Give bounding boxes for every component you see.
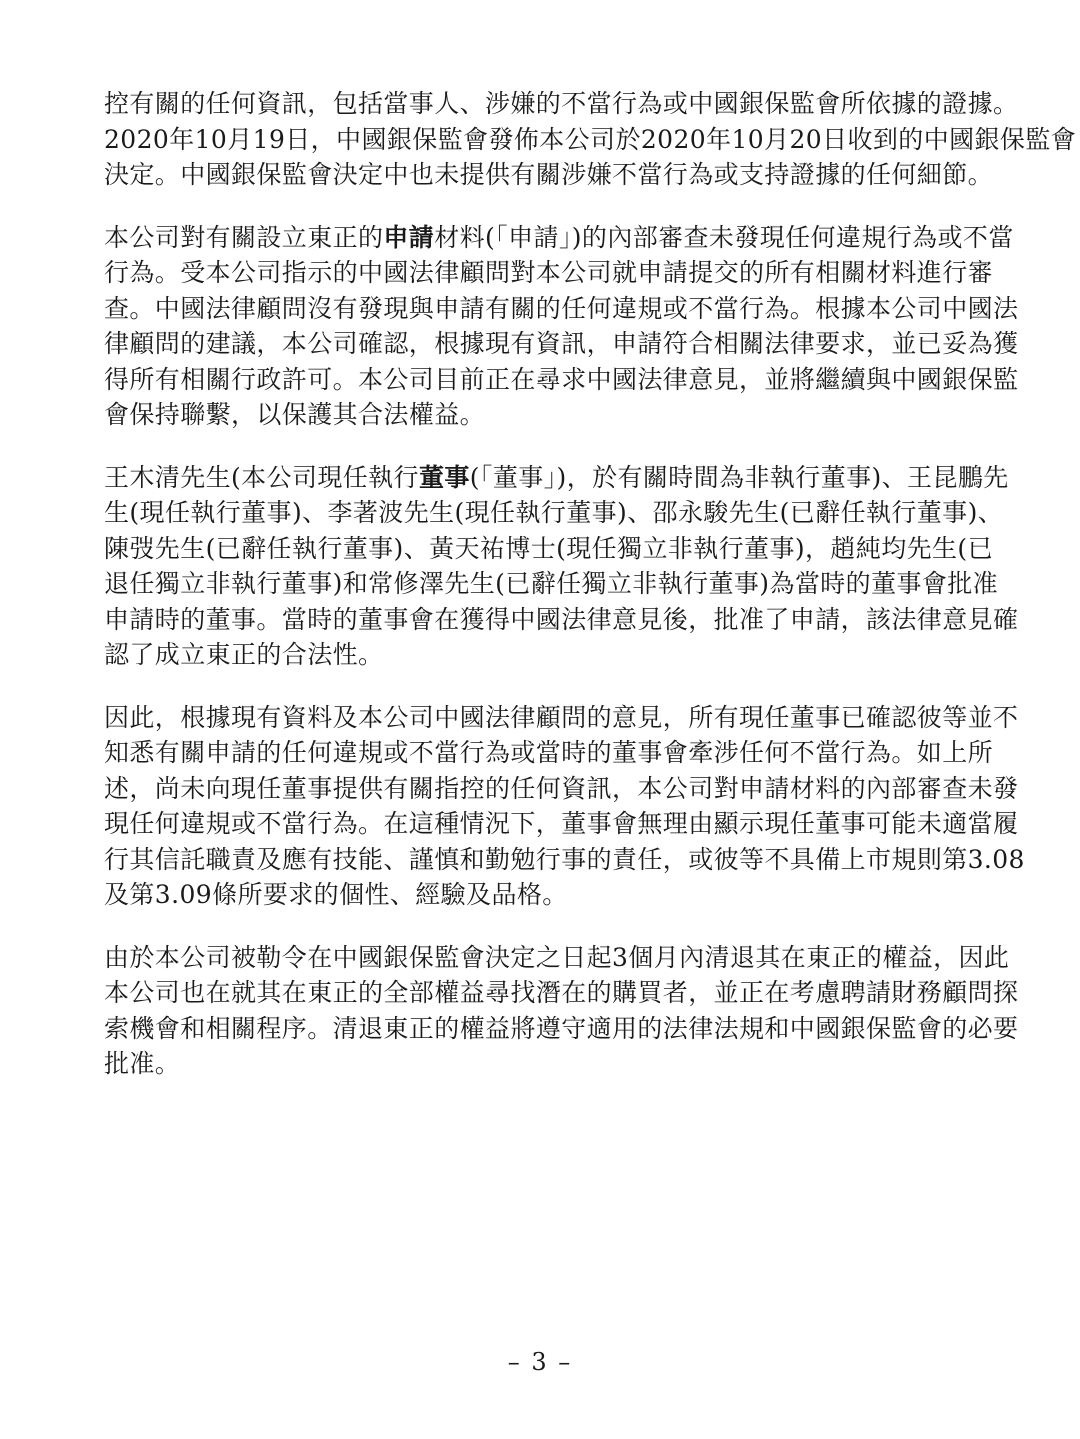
paragraph-3 <box>104 460 1019 673</box>
paragraph-2 <box>104 220 1019 433</box>
text-line: 由於本公司被勒令在中國銀保監會決定之日起3個月內清退其在東正的權益，因此 <box>104 942 1010 972</box>
text-line: 王木清先生(本公司現任執行董事(「董事」)，於有關時間為非執行董事)、王昆鵬先 <box>104 462 1009 492</box>
paragraph-4 <box>104 700 1025 913</box>
text-line: 2020年10月19日，中國銀保監會發佈本公司於2020年10月20日收到的中國銀保監會 <box>104 124 1077 154</box>
text-line: 得所有相關行政許可。本公司目前正在尋求中國法律意見，並將繼續與中國銀保監 <box>104 364 1019 394</box>
text-line: 索機會和相關程序。清退東正的權益將遵守適用的法律法規和中國銀保監會的必要 <box>104 1013 1019 1043</box>
paragraph-5 <box>104 940 1019 1082</box>
text-line: 控有關的任何資訊，包括當事人、涉嫌的不當行為或中國銀保監會所依據的證據。 <box>104 89 1019 118</box>
text-line: 知悉有關申請的任何違規或不當行為或當時的董事會牽涉任何不當行為。如上所 <box>104 738 994 767</box>
defined-term: 董事 <box>418 462 470 492</box>
text-line: 會保持聯繫，以保護其合法權益。 <box>104 400 486 429</box>
text-line: 決定。中國銀保監會決定中也未提供有關涉嫌不當行為或支持證據的任何細節。 <box>104 160 994 189</box>
text-line: 認了成立東正的合法性。 <box>104 640 384 669</box>
text-line: 本公司也在就其在東正的全部權益尋找潛在的購買者，並正在考慮聘請財務顧問探 <box>104 978 1019 1007</box>
text-line: 及第3.09條所要求的個性、經驗及品格。 <box>104 880 568 909</box>
text-line: 陳弢先生(已辭任執行董事)、黃天祐博士(現任獨立非執行董事)，趙純均先生(已 <box>104 533 993 563</box>
paragraph-1 <box>104 86 1077 193</box>
text-line: 本公司對有關設立東正的申請材料(「申請」)的內部審查未發現任何違規行為或不當 <box>104 222 1014 252</box>
text-line: 申請時的董事。當時的董事會在獲得中國法律意見後，批准了申請，該法律意見確 <box>104 604 1019 634</box>
text-line: 行其信託職責及應有技能、謹慎和勤勉行事的責任，或彼等不具備上市規則第3.08 <box>104 844 1025 874</box>
document-body <box>104 86 1077 1109</box>
text-line: 述，尚未向現任董事提供有關指控的任何資訊，本公司對申請材料的內部審查未發 <box>104 773 1019 803</box>
page-number: – 3 – <box>507 1348 573 1376</box>
text-line: 退任獨立非執行董事)和常修澤先生(已辭任獨立非執行董事)為當時的董事會批准 <box>104 569 999 598</box>
defined-term: 申請 <box>383 222 435 252</box>
text-line: 查。中國法律顧問沒有發現與申請有關的任何違規或不當行為。根據本公司中國法 <box>104 293 1019 323</box>
text-line: 現任何違規或不當行為。在這種情況下，董事會無理由顯示現任董事可能未適當履 <box>104 809 1019 838</box>
text-line: 批准。 <box>104 1049 181 1078</box>
text-line: 生(現任執行董事)、李著波先生(現任執行董事)、邵永駿先生(已辭任執行董事)、 <box>104 498 1004 527</box>
text-line: 律顧問的建議，本公司確認，根據現有資訊，申請符合相關法律要求，並已妥為獲 <box>104 329 1019 358</box>
text-line: 行為。受本公司指示的中國法律顧問對本公司就申請提交的所有相關材料進行審 <box>104 258 994 287</box>
text-line: 因此，根據現有資料及本公司中國法律顧問的意見，所有現任董事已確認彼等並不 <box>104 702 1019 732</box>
